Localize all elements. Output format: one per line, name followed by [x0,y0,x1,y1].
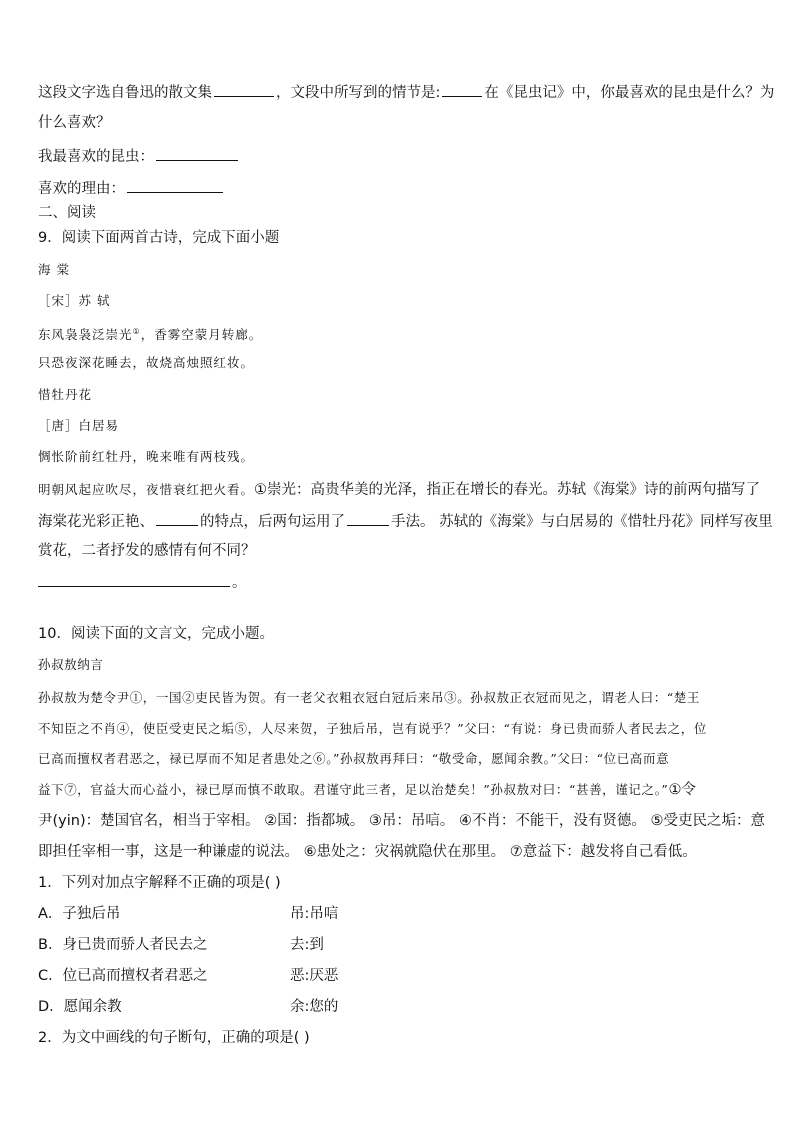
option-explanation: 吊:吊唁 [290,906,339,922]
text-segment: 的特点，后两句运用了 [200,514,345,530]
option-explanation: 恶:厌恶 [290,968,339,984]
text-segment: 海棠花光彩正艳、 [38,514,154,530]
reason-label: 喜欢的理由： [38,181,125,197]
intro-question-line-1 [38,82,774,102]
sub-question-1: 1．下列对加点字解释不正确的项是( ) [38,875,281,891]
answer-blank [347,511,389,526]
question-10-heading: 10．阅读下面的文言文，完成小题。 [38,626,274,642]
poem-1-line-1 [38,323,262,344]
classical-text-line [38,781,696,799]
question-9-line-3: 赏花，二者抒发的感情有何不同？ [38,543,256,559]
poem-2-line-1: 惆怅阶前红牡丹，晚来唯有两枝残。 [38,449,255,464]
option-d [38,998,339,1016]
text-segment: 在《昆虫记》中，你最喜欢的昆虫是什么？为 [484,85,775,101]
footnote-mark: ① [132,327,141,336]
favorite-insect-line [38,146,240,166]
option-text: B．身已贵而骄人者民去之 [38,937,208,953]
answer-blank [38,572,230,587]
text-segment: 这段文字选自鲁迅的散文集 [38,85,212,101]
poem-1-title: 海 棠 [38,262,70,277]
poem-text: 东风袅袅泛崇光 [38,327,133,343]
annotation-line: 即担任宰相一事，这是一种谦虚的说法。 ⑥患处之：灾祸就隐伏在那里。 ⑦意益下：越发将自己看低。 [38,844,697,860]
poem-1-author: ［宋］苏 轼 [38,293,111,308]
poem-text: ，香雾空蒙月转廊。 [140,327,263,343]
option-b [38,936,324,954]
question-9-line-2 [38,511,773,531]
poem-2-author: ［唐］白居易 [38,418,120,433]
question-9-heading: 9．阅读下面两首古诗，完成下面小题 [38,230,280,246]
note-text: ①崇光：高贵华美的光泽，指正在增长的春光。苏轼《海棠》诗的前两句描写了 [254,482,761,498]
answer-blank [127,178,223,193]
note-text: ①令 [668,782,696,798]
option-explanation: 余:您的 [290,999,339,1015]
classical-text: 益下⑦，官益大而心益小，禄已厚而慎不敢取。君谨守此三者，足以治楚矣！”孙叔敖对曰：“甚善，谨记之。” [38,782,669,797]
favorite-insect-label: 我最喜欢的昆虫： [38,149,154,165]
classical-text-line: 已高而擅权者君恶之，禄已厚而不知足者患处之⑥。”孙叔敖再拜曰：“敬受命，愿闻余教。”父曰：“位已高而意 [38,751,670,766]
option-text: C．位已高而擅权者君恶之 [38,968,208,984]
poem-2-title: 惜牡丹花 [38,387,93,402]
intro-question-line-2: 什么喜欢？ [38,115,111,131]
classical-text-title: 孙叔敖纳言 [38,657,104,672]
text-segment: ，文段中所写到的情节是: [276,85,441,101]
text-segment: 手法。 苏轼的《海棠》与白居易的《惜牡丹花》同样写夜里 [391,514,773,530]
question-9-answer-line [38,572,247,592]
section-heading: 二、阅读 [38,205,96,221]
text-segment: 。 [232,575,247,591]
answer-blank [156,146,238,161]
answer-blank [214,82,274,97]
option-c [38,967,339,985]
sub-question-2: 2．为文中画线的句子断句，正确的项是( ) [38,1030,310,1046]
option-a [38,905,339,923]
answer-blank [156,511,198,526]
option-text: A．子独后吊 [38,906,121,922]
poem-1-line-2: 只恐夜深花睡去，故烧高烛照红妆。 [38,355,255,370]
option-text: D．愿闻余教 [38,999,122,1015]
classical-text-line: 孙叔敖为楚令尹①，一国②吏民皆为贺。有一老父衣粗衣冠白冠后来吊③。孙叔敖正衣冠而见之，谓老人曰：“楚王 [38,690,700,705]
poem-text: 明朝风起应吹尽，夜惜衰红把火看。 [38,482,255,497]
poem-2-line-2-with-note [38,481,760,499]
classical-text-line: 不知臣之不肖④，使臣受吏民之垢⑤，人尽来贺，子独后吊，岂有说乎？”父曰：“有说：身已贵而骄人者民去之，位 [38,721,707,736]
option-explanation: 去:到 [290,937,324,953]
answer-blank [442,82,482,97]
annotation-line: 尹(yin)：楚国官名，相当于宰相。 ②国：指都城。 ③吊：吊唁。 ④不肖：不能干，没有贤德。 ⑤受吏民之垢：意 [38,813,766,829]
reason-line [38,178,225,198]
